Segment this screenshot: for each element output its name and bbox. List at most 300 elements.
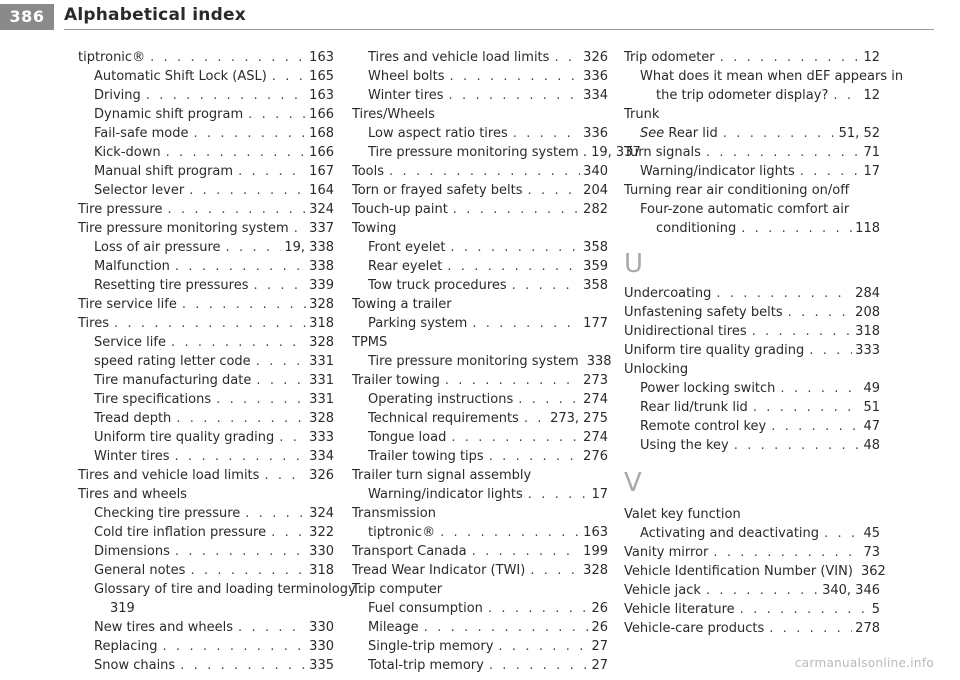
page-reference: 204 xyxy=(583,183,608,198)
page-reference: 167 xyxy=(309,164,334,179)
index-entry xyxy=(352,143,641,162)
index-term: Rear lid/trunk lid xyxy=(640,400,748,415)
index-term: General notes xyxy=(94,563,186,578)
index-entry xyxy=(624,86,880,105)
index-term: Transmission xyxy=(352,506,436,521)
index-entry xyxy=(352,637,608,656)
index-entry xyxy=(624,341,880,360)
dot-leader xyxy=(498,637,588,656)
index-term: Unlocking xyxy=(624,362,689,377)
dot-leader xyxy=(488,599,589,618)
page-reference: 168 xyxy=(309,126,334,141)
index-term: Glossary of tire and loading terminology . xyxy=(94,582,364,597)
page-reference: 282 xyxy=(583,202,608,217)
dot-leader xyxy=(518,390,580,409)
index-term: Tongue load xyxy=(368,430,447,445)
index-term: conditioning xyxy=(656,221,737,236)
page-reference: 340 xyxy=(583,164,608,179)
index-term: Tires and vehicle load limits xyxy=(368,50,550,65)
index-entry xyxy=(624,436,880,455)
watermark: carmanualsonline.info xyxy=(794,656,934,670)
index-entry xyxy=(624,200,880,219)
index-term: Tire specifications xyxy=(94,392,212,407)
index-term: Tow truck procedures xyxy=(368,278,507,293)
dot-leader xyxy=(833,86,860,105)
dot-leader xyxy=(706,581,819,600)
dot-leader xyxy=(809,341,852,360)
dot-leader xyxy=(180,656,306,675)
index-term: Winter tires xyxy=(368,88,444,103)
index-entry xyxy=(78,67,334,86)
page-header xyxy=(0,0,960,34)
index-entry xyxy=(78,200,334,219)
index-term: Checking tire pressure xyxy=(94,506,241,521)
dot-leader xyxy=(720,48,861,67)
index-entry xyxy=(78,143,334,162)
page-reference: 73 xyxy=(863,545,880,560)
index-entry xyxy=(78,295,334,314)
dot-leader xyxy=(272,67,306,86)
page-reference: 118 xyxy=(855,221,880,236)
dot-leader xyxy=(175,447,307,466)
page-reference: 336 xyxy=(583,126,608,141)
dot-leader xyxy=(264,466,306,485)
page-reference: 333 xyxy=(309,430,334,445)
section-letter-u: U xyxy=(624,249,644,279)
page-reference: 324 xyxy=(309,506,334,521)
dot-leader xyxy=(146,86,306,105)
index-term: Dimensions xyxy=(94,544,170,559)
index-entry xyxy=(352,580,608,599)
index-entry xyxy=(624,543,880,562)
index-term: Cold tire inflation pressure xyxy=(94,525,267,540)
index-term: Parking system xyxy=(368,316,468,331)
see-reference: See xyxy=(640,126,665,141)
index-entry xyxy=(78,542,334,561)
index-entry xyxy=(352,599,608,618)
page-reference: 163 xyxy=(583,525,608,540)
index-entry xyxy=(78,181,334,200)
dot-leader xyxy=(216,390,306,409)
dot-leader xyxy=(524,409,547,428)
index-entry xyxy=(78,485,334,504)
dot-leader xyxy=(489,656,589,675)
index-entry xyxy=(352,542,608,561)
index-entry xyxy=(78,48,334,67)
index-entry xyxy=(78,314,334,333)
index-entry xyxy=(624,284,880,303)
page-reference: 26 xyxy=(591,601,608,616)
index-entry xyxy=(78,447,334,466)
index-entry xyxy=(352,428,608,447)
dot-leader xyxy=(168,200,307,219)
page-reference: 47 xyxy=(863,419,880,434)
index-entry xyxy=(78,618,334,637)
dot-leader xyxy=(193,124,306,143)
dot-leader xyxy=(150,48,306,67)
index-term: Service life xyxy=(94,335,166,350)
index-term: Tools xyxy=(352,164,385,179)
index-term: Tire pressure xyxy=(78,202,163,217)
index-column-2 xyxy=(352,48,641,675)
index-entry xyxy=(78,656,334,675)
index-entry xyxy=(624,581,880,600)
index-term: Single-trip memory xyxy=(368,639,494,654)
section-letter-v: V xyxy=(624,468,642,498)
dot-leader xyxy=(450,238,580,257)
page-reference: 273, 275 xyxy=(550,411,608,426)
index-entry xyxy=(624,181,880,200)
index-term: Manual shift program xyxy=(94,164,234,179)
dot-leader xyxy=(769,619,852,638)
dot-leader xyxy=(294,219,306,238)
dot-leader xyxy=(226,238,282,257)
index-term: Tire service life xyxy=(78,297,177,312)
dot-leader xyxy=(800,162,861,181)
dot-leader xyxy=(451,428,580,447)
index-entry xyxy=(352,314,608,333)
page-reference: 328 xyxy=(309,411,334,426)
index-term: Replacing xyxy=(94,639,158,654)
index-entry xyxy=(624,143,880,162)
index-term: Tire pressure monitoring system . 19, 337 xyxy=(368,145,641,160)
index-term: Vehicle jack xyxy=(624,583,701,598)
index-term: New tires and wheels xyxy=(94,620,234,635)
index-entry xyxy=(78,371,334,390)
index-term: Tires and wheels xyxy=(78,487,187,502)
index-group-v xyxy=(624,505,886,638)
dot-leader xyxy=(279,428,306,447)
index-term: Tire pressure monitoring system xyxy=(78,221,289,236)
page-reference: 339 xyxy=(309,278,334,293)
index-entry xyxy=(78,105,334,124)
page-reference: 48 xyxy=(863,438,880,453)
index-term: Tire manufacturing date xyxy=(94,373,252,388)
index-entry xyxy=(624,600,880,619)
index-term: Rear eyelet xyxy=(368,259,443,274)
page-reference: 12 xyxy=(863,88,880,103)
index-term: Wheel bolts xyxy=(368,69,445,84)
dot-leader xyxy=(734,436,861,455)
index-term: Vehicle Identification Number (VIN) xyxy=(624,564,853,579)
index-entry xyxy=(352,371,608,390)
page-reference: 163 xyxy=(309,50,334,65)
index-term: Loss of air pressure xyxy=(94,240,221,255)
index-entry xyxy=(352,561,608,580)
page-reference: 274 xyxy=(583,392,608,407)
page-reference: 335 xyxy=(309,658,334,673)
index-term: Valet key function xyxy=(624,507,741,522)
page-title: Alphabetical index xyxy=(64,5,246,25)
index-term: Uniform tire quality grading xyxy=(94,430,275,445)
dot-leader xyxy=(445,371,580,390)
index-term: Tires xyxy=(78,316,109,331)
index-term: Undercoating xyxy=(624,286,712,301)
index-entry xyxy=(352,333,608,352)
index-entry xyxy=(624,322,880,341)
page-reference: 49 xyxy=(863,381,880,396)
index-entry xyxy=(78,561,334,580)
index-term: Tires and vehicle load limits xyxy=(78,468,260,483)
dot-leader xyxy=(723,124,836,143)
index-term: Trailer turn signal assembly xyxy=(352,468,532,483)
index-term: TPMS xyxy=(352,335,388,350)
index-term: Four-zone automatic comfort air xyxy=(640,202,850,217)
page-reference: 17 xyxy=(591,487,608,502)
index-term: Fail-safe mode xyxy=(94,126,189,141)
index-entry xyxy=(352,238,608,257)
index-term: Unfastening safety belts xyxy=(624,305,783,320)
page-reference: 45 xyxy=(863,526,880,541)
index-term: Total-trip memory xyxy=(368,658,484,673)
index-entry xyxy=(78,352,334,371)
page-reference: 26 xyxy=(591,620,608,635)
index-term: the trip odometer display? xyxy=(656,88,829,103)
index-term: Uniform tire quality grading xyxy=(624,343,805,358)
index-entry xyxy=(352,162,608,181)
dot-leader xyxy=(489,447,580,466)
page-reference: 163 xyxy=(309,88,334,103)
page-reference: 322 xyxy=(309,525,334,540)
page-reference: 333 xyxy=(855,343,880,358)
index-term: Selector lever xyxy=(94,183,185,198)
dot-leader xyxy=(453,200,580,219)
page-reference: 208 xyxy=(855,305,880,320)
dot-leader xyxy=(166,143,307,162)
page-reference: 330 xyxy=(309,639,334,654)
dot-leader xyxy=(741,219,852,238)
index-entry xyxy=(624,105,880,124)
dot-leader xyxy=(440,523,580,542)
index-entry xyxy=(352,485,608,504)
index-entry xyxy=(78,276,334,295)
page-reference: 165 xyxy=(309,69,334,84)
page-reference: 19, 338 xyxy=(284,240,334,255)
index-entry xyxy=(78,333,334,352)
index-entry xyxy=(352,656,608,675)
index-entry xyxy=(352,390,608,409)
dot-leader xyxy=(512,276,581,295)
dot-leader xyxy=(176,409,306,428)
page-reference: 326 xyxy=(309,468,334,483)
index-term: Torn or frayed safety belts xyxy=(352,183,523,198)
page-reference: 336 xyxy=(583,69,608,84)
page-reference: 274 xyxy=(583,430,608,445)
index-term: Unidirectional tires xyxy=(624,324,747,339)
page-reference: 330 xyxy=(309,620,334,635)
page-reference: 328 xyxy=(583,563,608,578)
page-reference: 331 xyxy=(309,354,334,369)
index-entry xyxy=(352,352,612,371)
page-number: 386 xyxy=(0,4,54,30)
index-entry xyxy=(352,523,608,542)
index-entry xyxy=(78,428,334,447)
dot-leader xyxy=(447,257,580,276)
index-term: Using the key xyxy=(640,438,729,453)
dot-leader xyxy=(716,284,852,303)
index-term: Vehicle-care products xyxy=(624,621,765,636)
index-term: Low aspect ratio tires xyxy=(368,126,508,141)
page-reference: 17 xyxy=(863,164,880,179)
index-term: Towing a trailer xyxy=(352,297,452,312)
index-entry xyxy=(352,409,608,428)
page-reference: 164 xyxy=(309,183,334,198)
page-reference: 328 xyxy=(309,335,334,350)
index-term: Operating instructions xyxy=(368,392,514,407)
page-reference: 318 xyxy=(855,324,880,339)
dot-leader xyxy=(513,124,580,143)
page-reference: 330 xyxy=(309,544,334,559)
index-entry xyxy=(78,599,334,618)
dot-leader xyxy=(389,162,580,181)
index-entry xyxy=(352,257,608,276)
page-reference: 358 xyxy=(583,278,608,293)
index-term: Tread Wear Indicator (TWI) xyxy=(352,563,526,578)
index-term: Kick-down xyxy=(94,145,161,160)
index-term: Winter tires xyxy=(94,449,170,464)
index-term: Warning/indicator lights xyxy=(640,164,795,179)
index-term: tiptronic® xyxy=(78,50,146,65)
page-reference: 362 xyxy=(860,564,886,579)
index-entry xyxy=(624,303,880,322)
index-term: Touch-up paint xyxy=(352,202,448,217)
page-reference: 359 xyxy=(583,259,608,274)
index-term: Resetting tire pressures xyxy=(94,278,249,293)
index-term: Vehicle literature xyxy=(624,602,735,617)
index-entry xyxy=(352,219,608,238)
dot-leader xyxy=(713,543,860,562)
index-entry xyxy=(352,48,608,67)
dot-leader xyxy=(182,295,306,314)
index-term: Tires/Wheels xyxy=(352,107,435,122)
page-reference: 27 xyxy=(591,658,608,673)
dot-leader xyxy=(740,600,869,619)
index-term: Dynamic shift program xyxy=(94,107,244,122)
dot-leader xyxy=(245,504,306,523)
page-reference: 318 xyxy=(309,563,334,578)
index-entry xyxy=(352,618,608,637)
index-term: Turning rear air conditioning on/off xyxy=(624,183,850,198)
dot-leader xyxy=(554,48,580,67)
page-reference: 71 xyxy=(863,145,880,160)
index-term: Trailer towing tips xyxy=(368,449,484,464)
index-group-t xyxy=(624,48,904,238)
dot-leader xyxy=(424,618,589,637)
dot-leader xyxy=(752,322,853,341)
index-entry xyxy=(624,360,880,379)
index-entry xyxy=(352,504,608,523)
index-term: Front eyelet xyxy=(368,240,446,255)
index-entry xyxy=(352,276,608,295)
page-reference: 51, 52 xyxy=(838,126,880,141)
index-entry xyxy=(624,505,880,524)
index-term: Turn signals xyxy=(624,145,701,160)
index-term: Transport Canada xyxy=(352,544,467,559)
index-entry xyxy=(352,86,608,105)
index-term: tiptronic® xyxy=(368,525,436,540)
dot-leader xyxy=(450,67,581,86)
dot-leader xyxy=(238,618,306,637)
index-term: Trunk xyxy=(624,107,660,122)
page-reference: 326 xyxy=(583,50,608,65)
dot-leader xyxy=(248,105,306,124)
dot-leader xyxy=(189,181,306,200)
dot-leader xyxy=(788,303,853,322)
dot-leader xyxy=(780,379,860,398)
index-entry xyxy=(78,257,334,276)
index-term-text: Rear lid xyxy=(668,126,718,141)
page-reference: 331 xyxy=(309,392,334,407)
dot-leader xyxy=(528,181,581,200)
index-entry xyxy=(78,466,334,485)
index-entry xyxy=(78,238,334,257)
index-entry xyxy=(352,447,608,466)
dot-leader xyxy=(238,162,306,181)
index-entry xyxy=(624,619,880,638)
index-entry xyxy=(78,409,334,428)
page-reference: 358 xyxy=(583,240,608,255)
index-entry xyxy=(352,181,608,200)
header-divider xyxy=(64,29,934,30)
index-term: Tread depth xyxy=(94,411,172,426)
index-entry xyxy=(624,48,880,67)
page-reference: 318 xyxy=(309,316,334,331)
page-reference: 338 xyxy=(309,259,334,274)
index-entry xyxy=(352,200,608,219)
index-term: Mileage xyxy=(368,620,419,635)
index-entry xyxy=(624,219,880,238)
page-reference: 27 xyxy=(591,639,608,654)
page-reference: 337 xyxy=(309,221,334,236)
index-entry xyxy=(78,523,334,542)
page-reference: 334 xyxy=(583,88,608,103)
index-column-1 xyxy=(78,48,364,675)
index-term: Technical requirements xyxy=(368,411,519,426)
dot-leader xyxy=(114,314,306,333)
dot-leader xyxy=(256,371,306,390)
page-reference: 51 xyxy=(863,400,880,415)
page-reference: 338 xyxy=(586,354,612,369)
index-entry xyxy=(78,124,334,143)
dot-leader xyxy=(175,257,306,276)
index-column-3 xyxy=(624,48,904,638)
index-entry xyxy=(352,105,608,124)
index-entry xyxy=(624,417,880,436)
index-term: 319 xyxy=(110,601,135,616)
dot-leader xyxy=(753,398,861,417)
index-entry xyxy=(352,466,608,485)
dot-leader xyxy=(771,417,860,436)
index-term: Trip computer xyxy=(352,582,443,597)
dot-leader xyxy=(530,561,580,580)
index-term: speed rating letter code xyxy=(94,354,251,369)
dot-leader xyxy=(175,542,306,561)
page-reference: 278 xyxy=(855,621,880,636)
index-term: Activating and deactivating xyxy=(640,526,820,541)
page-reference: 328 xyxy=(309,297,334,312)
index-term: Trailer towing xyxy=(352,373,440,388)
index-entry xyxy=(78,390,334,409)
index-entry xyxy=(78,580,364,599)
index-term: Tire pressure monitoring system xyxy=(368,354,579,369)
index-term xyxy=(640,124,718,143)
page-reference: 334 xyxy=(309,449,334,464)
dot-leader xyxy=(271,523,306,542)
dot-leader xyxy=(528,485,589,504)
page-reference: 284 xyxy=(855,286,880,301)
index-entry xyxy=(624,398,880,417)
page-reference: 177 xyxy=(583,316,608,331)
